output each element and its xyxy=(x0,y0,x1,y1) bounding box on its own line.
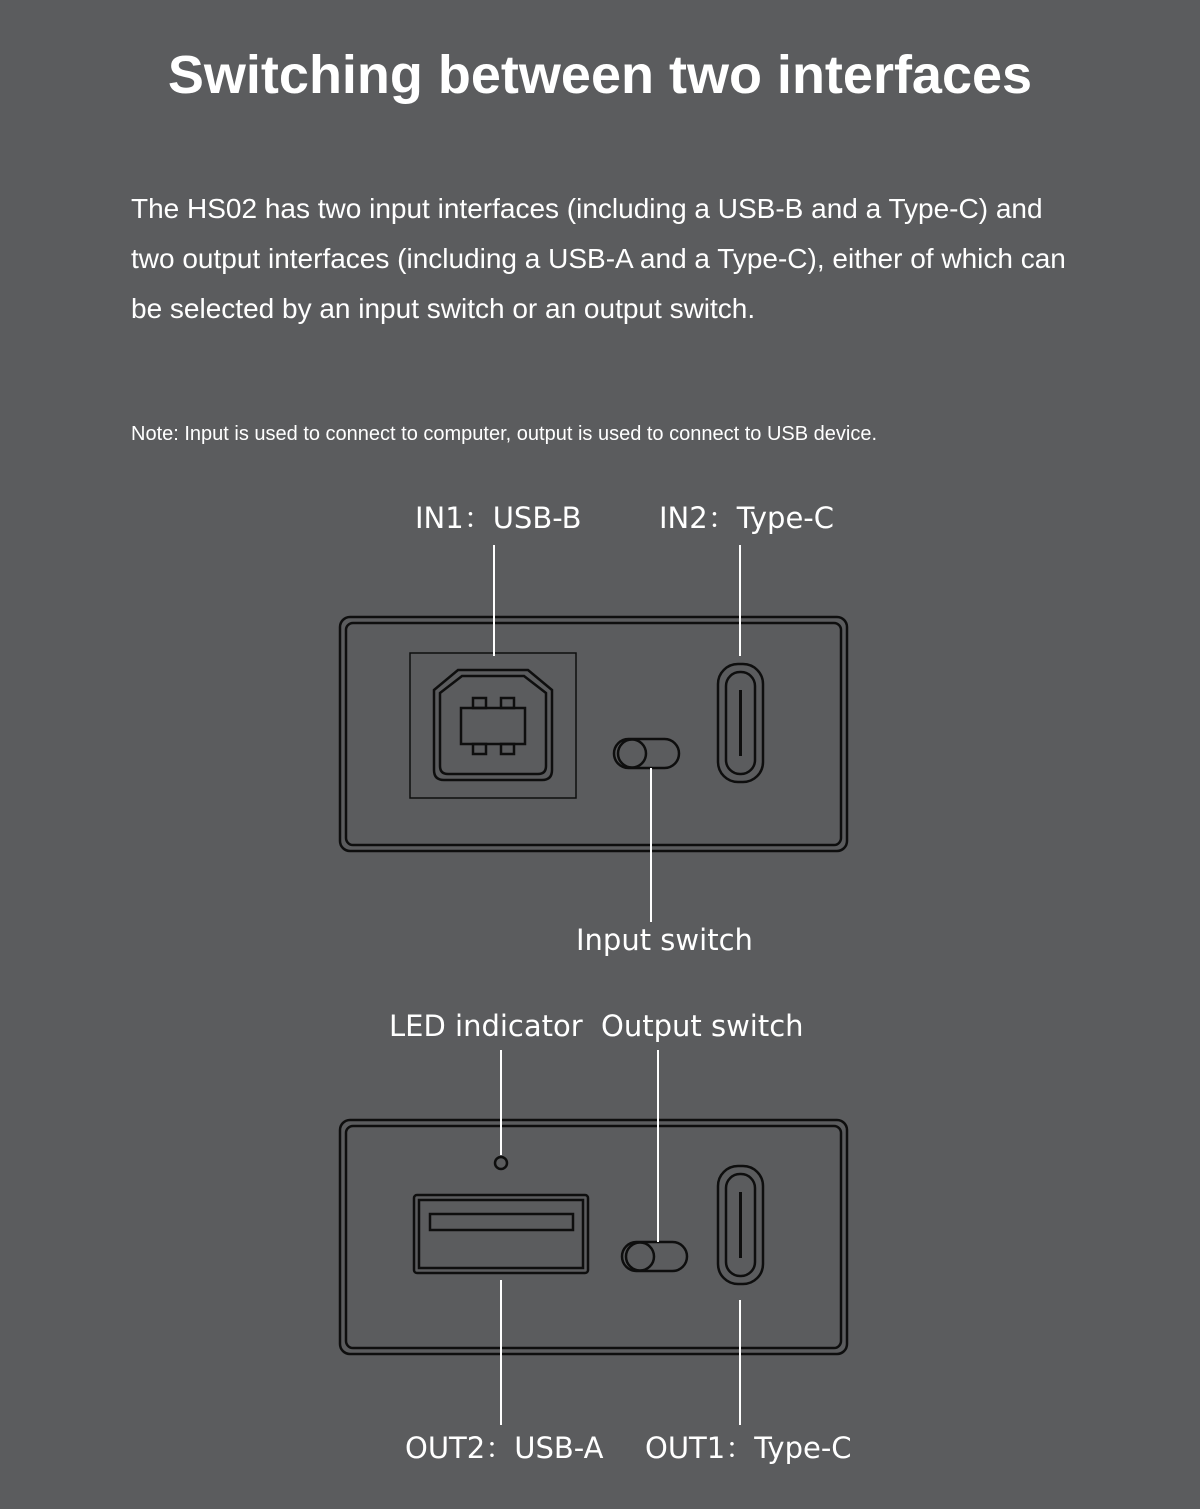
label-led-indicator: LED indicator xyxy=(389,1009,583,1043)
output-panel xyxy=(340,1120,847,1354)
input-leader-lines xyxy=(494,545,740,922)
label-in1-usb-b: IN1：USB-B xyxy=(415,501,582,535)
label-in2-type-c: IN2：Type-C xyxy=(659,501,835,535)
usb-a-port-icon xyxy=(414,1195,588,1273)
label-input-switch: Input switch xyxy=(576,923,753,957)
output-leader-lines xyxy=(501,1050,740,1425)
type-c-port-icon xyxy=(718,664,763,782)
toggle-switch-icon xyxy=(622,1242,687,1271)
label-out1-type-c: OUT1：Type-C xyxy=(645,1431,852,1465)
input-panel xyxy=(340,617,847,851)
note-text: Note: Input is used to connect to computer, output is used to connect to USB device. xyxy=(131,423,877,445)
type-c-port-icon xyxy=(718,1166,763,1284)
page-title: Switching between two interfaces xyxy=(167,45,1033,105)
usb-b-port-icon xyxy=(410,653,576,798)
description-paragraph: The HS02 has two input interfaces (including a USB-B and a Type-C) and two output interfaces (including a USB-A and a Type-C), either of which can be selected by an input switch or an output switch. xyxy=(131,193,1066,324)
toggle-switch-icon xyxy=(614,739,679,768)
label-output-switch: Output switch xyxy=(601,1009,804,1043)
label-out2-usb-a: OUT2：USB-A xyxy=(405,1431,604,1465)
led-icon xyxy=(495,1157,507,1169)
